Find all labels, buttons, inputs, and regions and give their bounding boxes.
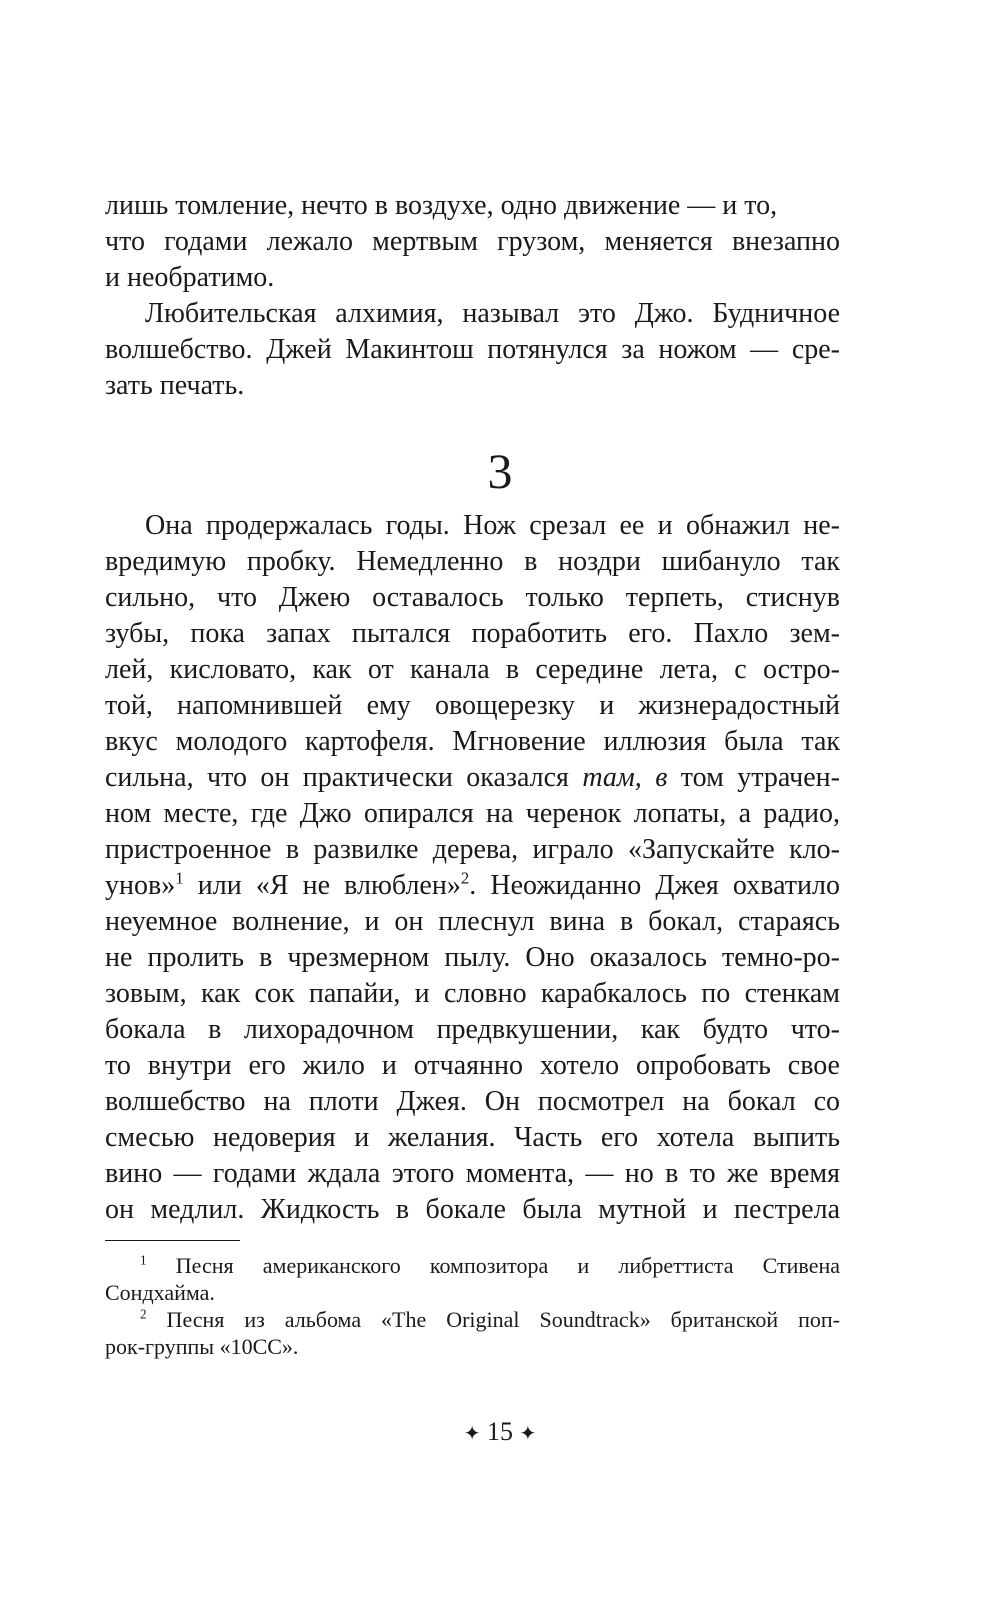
text-line: волшебство на плоти Джея. Он посмотрел на бокал со [105, 1086, 840, 1117]
footnote-1-cont: Сондхайма. [105, 1280, 215, 1305]
text-line: зать печать. [105, 370, 245, 401]
text-line: зовым, как сок папайи, и словно карабкалось по стенкам [105, 978, 840, 1009]
chapter-number: 3 [487, 443, 513, 499]
text-line: волшебство. Джей Макинтош потянулся за ножом — сре- [105, 334, 840, 365]
text-line: неуемное волнение, и он плеснул вина в бокал, стараясь [105, 906, 840, 937]
footnote-ref-1[interactable]: 1 [175, 868, 184, 888]
footnote-mark: 2 [140, 1306, 147, 1322]
text-segment: или «Я не влюблен» [183, 870, 461, 901]
ornament-star-icon: ✦ [463, 1423, 481, 1445]
text-line: пристроенное в развилке дерева, играло «Запускайте кло- [105, 834, 840, 865]
text-line: он медлил. Жидкость в бокале была мутной и пестрела [105, 1194, 840, 1225]
footnote-text: Песня из альбома «The Original Soundtrack» британской поп- [146, 1307, 840, 1332]
footnote-1 [140, 1252, 840, 1279]
text-line: то внутри его жило и отчаянно хотело опробовать свое [105, 1050, 840, 1081]
footnote-2-cont: рок-группы «10CC». [105, 1334, 299, 1359]
text-line: лишь томление, нечто в воздухе, одно движение — и то, [105, 190, 778, 221]
text-line: сильно, что Джею оставалось только терпеть, стиснув [105, 582, 840, 613]
text-line: Любительская алхимия, называл это Джо. Будничное [145, 298, 840, 329]
text-line: смесью недоверия и желания. Часть его хотела выпить [105, 1122, 840, 1153]
text-line: ном месте, где Джо опирался на черенок лопаты, а радио, [105, 798, 840, 829]
page-number: 15 [487, 1417, 513, 1446]
text-line [105, 760, 840, 796]
text-line: той, напомнившей ему овощерезку и жизнерадостный [105, 690, 840, 721]
text-segment: том утрачен- [667, 762, 840, 793]
text-line: вкус молодого картофеля. Мгновение иллюзия была так [105, 726, 840, 757]
text-line: бокала в лихорадочном предвкушении, как будто что- [105, 1014, 840, 1045]
footnote-2 [140, 1306, 840, 1333]
text-segment: . Неожиданно Джея охватило [469, 870, 840, 901]
footnote-text: Песня американского композитора и либреттиста Стивена [146, 1253, 840, 1278]
text-line [105, 868, 840, 904]
text-line: что годами лежало мертвым грузом, меняется внезапно [105, 226, 840, 257]
footnote-mark: 1 [140, 1252, 147, 1268]
italic-text: там, в [582, 762, 668, 793]
footnote-ref-2[interactable]: 2 [460, 868, 470, 888]
text-line: Она продержалась годы. Нож срезал ее и обнажил не- [145, 510, 840, 541]
text-line: зубы, пока запах пытался поработить его. Пахло зем- [105, 618, 840, 649]
text-line: вредимую пробку. Немедленно в ноздри шибануло так [105, 546, 840, 577]
footnote-divider [105, 1240, 240, 1241]
page-folio [0, 1417, 1000, 1449]
text-line: лей, кисловато, как от канала в середине лета, с остро- [105, 654, 840, 685]
text-line: вино — годами ждала этого момента, — но в то же время [105, 1158, 840, 1189]
ornament-star-icon: ✦ [519, 1423, 537, 1445]
text-segment: унов» [105, 870, 176, 901]
text-segment: сильна, что он практически оказался [105, 762, 583, 793]
text-line: не пролить в чрезмерном пылу. Оно оказалось темно-ро- [105, 942, 840, 973]
text-line: и необратимо. [105, 262, 275, 293]
